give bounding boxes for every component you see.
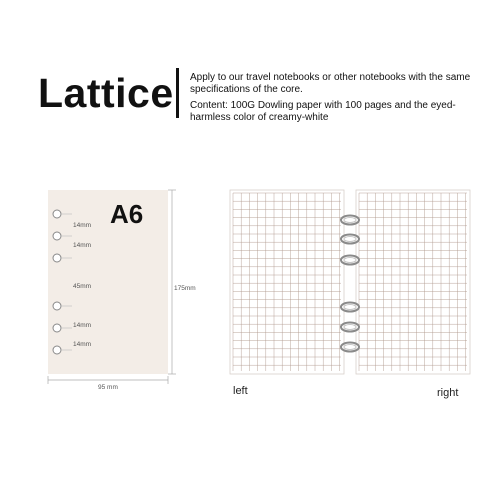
spacing-label-3: 45mm: [73, 283, 92, 290]
spacing-label-2: 14mm: [73, 242, 92, 249]
right-page-label: right: [437, 387, 459, 399]
description-applicability: Apply to our travel notebooks or other notebooks with the same specifications of the core.: [190, 72, 471, 95]
description-content: Content: 100G Dowling paper with 100 pages and the eyed-harmless color of creamy-white: [190, 100, 456, 123]
spacing-label-5: 14mm: [73, 341, 92, 348]
left-page-label: left: [233, 385, 248, 397]
product-title: Lattice: [38, 70, 174, 116]
a6-size-label: A6: [110, 199, 144, 229]
spacing-label-1: 14mm: [73, 222, 92, 229]
spacing-label-4: 14mm: [73, 322, 92, 329]
width-dimension-label: 95 mm: [98, 384, 118, 391]
height-dimension-label: 175mm: [174, 285, 196, 292]
